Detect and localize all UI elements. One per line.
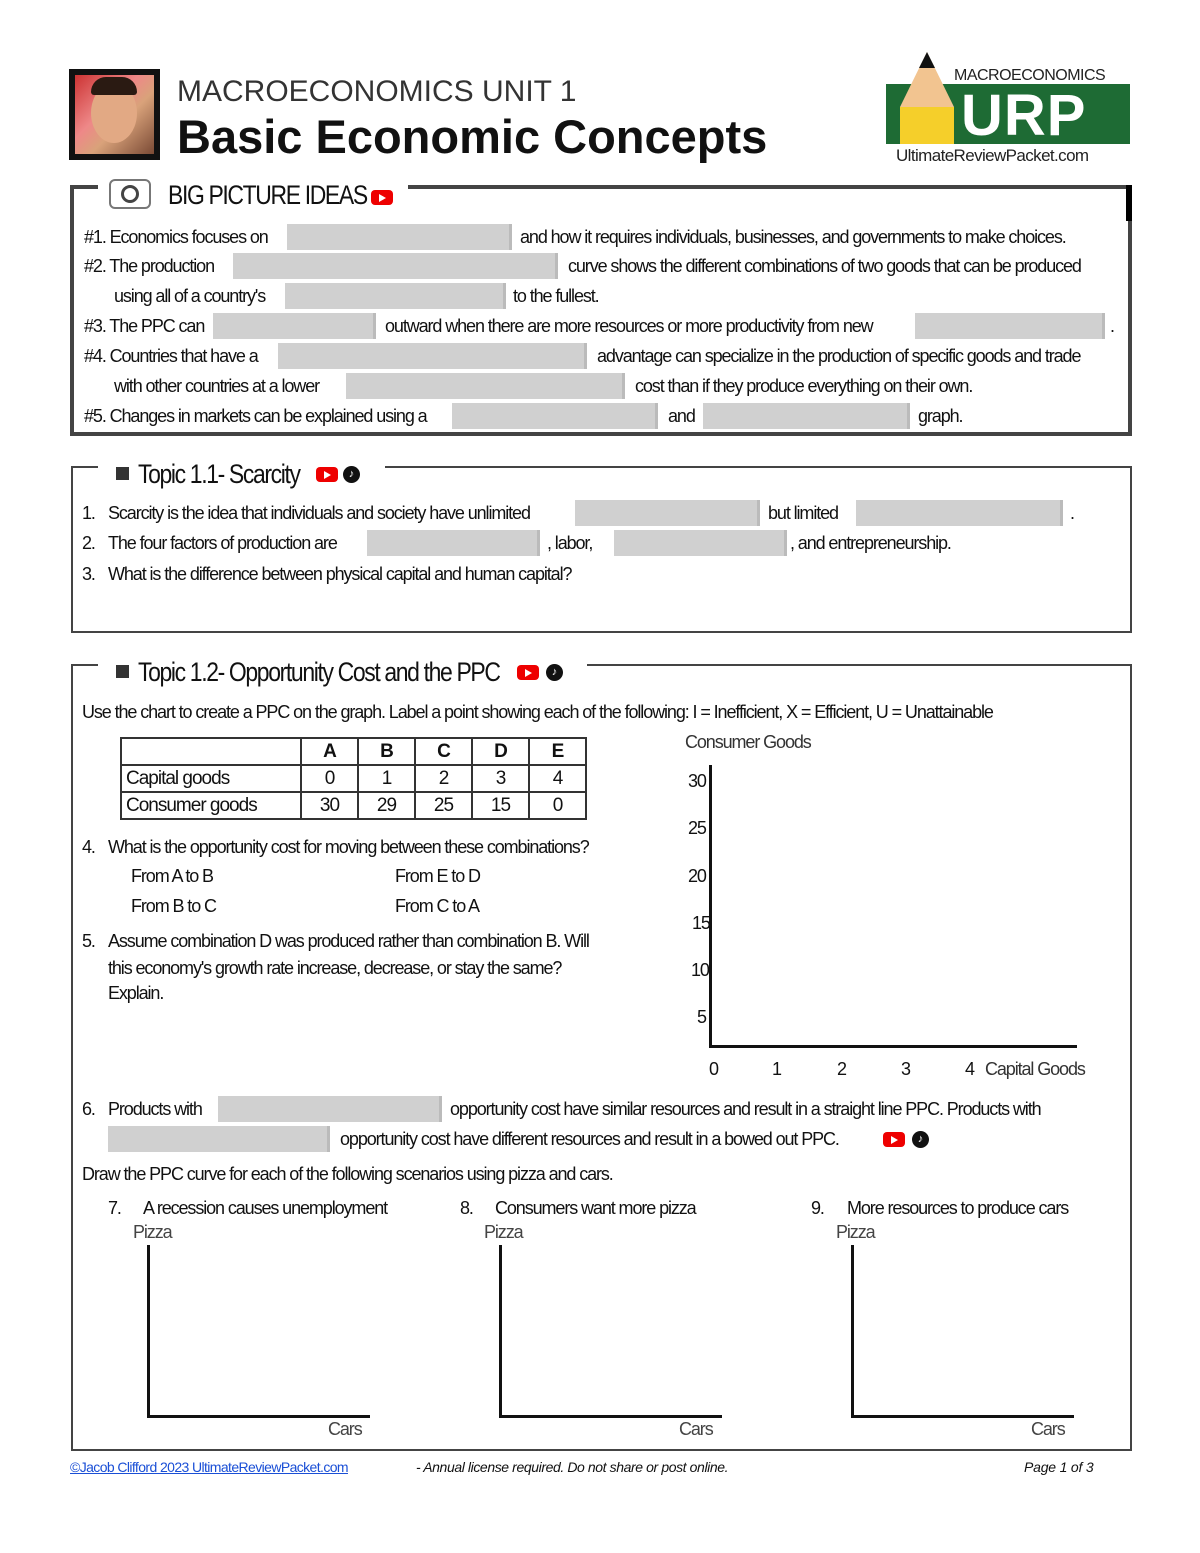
bpi-4-text: advantage can specialize in the production of specific goods and trade xyxy=(597,346,1081,366)
question-number: 6. xyxy=(82,1099,95,1119)
question-1-text: Scarcity is the idea that individuals and society have unlimited xyxy=(108,503,530,523)
bpi-2-text: curve shows the different combinations of two goods that can be produced xyxy=(568,256,1081,276)
question-5-text: Explain. xyxy=(108,983,164,1003)
cars-axis-label: Cars xyxy=(679,1419,713,1439)
blank-field[interactable] xyxy=(213,313,376,339)
blank-field[interactable] xyxy=(233,253,558,279)
graph-y-label: Consumer Goods xyxy=(685,732,811,752)
youtube-icon[interactable] xyxy=(517,665,539,680)
question-1-text: . xyxy=(1070,503,1074,523)
question-2-text: , and entrepreneurship. xyxy=(790,533,951,553)
pizza-axis-label: Pizza xyxy=(133,1222,172,1242)
table-cell: 2 xyxy=(415,765,472,792)
logo-top-text: MACROECONOMICS xyxy=(954,67,1106,84)
bpi-2-text: using all of a country's xyxy=(114,286,266,306)
footer-note: - Annual license required. Do not share or post online. xyxy=(416,1459,729,1475)
q4-a-to-b: From A to B xyxy=(131,866,213,886)
question-3-text: What is the difference between physical capital and human capital? xyxy=(108,564,572,584)
table-cell: 0 xyxy=(529,792,586,819)
table-cell: B xyxy=(358,738,415,765)
table-cell: 30 xyxy=(301,792,358,819)
q4-e-to-d: From E to D xyxy=(395,866,480,886)
logo-url-text: UltimateReviewPacket.com xyxy=(896,146,1089,165)
question-2-text: , labor, xyxy=(547,533,593,553)
bullet-icon xyxy=(116,665,129,678)
table-cell xyxy=(121,738,301,765)
question-number: 9. xyxy=(811,1198,824,1218)
x-tick-label: 0 xyxy=(709,1059,718,1079)
table-cell: A xyxy=(301,738,358,765)
y-axis xyxy=(851,1245,854,1418)
x-tick-label: 2 xyxy=(837,1059,846,1079)
blank-field[interactable] xyxy=(856,500,1063,526)
question-5-text: this economy's growth rate increase, decrease, or stay the same? xyxy=(108,958,562,978)
table-cell: D xyxy=(472,738,529,765)
urp-logo xyxy=(886,52,1131,167)
bpi-3-text: #3. The PPC can xyxy=(84,316,205,336)
question-number: 1. xyxy=(82,503,95,523)
x-tick-label: 1 xyxy=(772,1059,781,1079)
instructions-text: Use the chart to create a PPC on the graph. Label a point showing each of the following: I = Inefficient, X = Efficient, U = Unattainable xyxy=(82,702,993,722)
footer-link[interactable]: ©Jacob Clifford 2023 UltimateReviewPacket.com xyxy=(70,1459,348,1475)
cars-axis-label: Cars xyxy=(1031,1419,1065,1439)
bpi-4-text: with other countries at a lower xyxy=(114,376,320,396)
y-tick-label: 5 xyxy=(697,1007,706,1027)
author-photo xyxy=(69,69,160,160)
graph-y-axis xyxy=(709,765,712,1048)
table-cell: Consumer goods xyxy=(121,792,301,819)
question-4-text: What is the opportunity cost for moving between these combinations? xyxy=(108,837,589,857)
scenario-text: More resources to produce cars xyxy=(847,1198,1069,1218)
table-cell: C xyxy=(415,738,472,765)
tiktok-icon[interactable]: ♪ xyxy=(546,664,563,681)
cars-axis-label: Cars xyxy=(328,1419,362,1439)
bpi-5-text: and xyxy=(668,406,695,426)
blank-field[interactable] xyxy=(614,530,787,556)
pizza-axis-label: Pizza xyxy=(484,1222,523,1242)
youtube-icon[interactable] xyxy=(883,1132,905,1147)
bpi-1-text: and how it requires individuals, businesses, and governments to make choices. xyxy=(520,227,1066,247)
question-number: 8. xyxy=(460,1198,473,1218)
scenario-text: Consumers want more pizza xyxy=(495,1198,696,1218)
question-5-text: Assume combination D was produced rather than combination B. Will xyxy=(108,931,589,951)
ppc-table xyxy=(120,737,587,820)
question-6-text: Products with xyxy=(108,1099,202,1119)
blank-field[interactable] xyxy=(915,313,1105,339)
x-tick-label: 4 xyxy=(965,1059,974,1079)
blank-field[interactable] xyxy=(367,530,540,556)
question-number: 2. xyxy=(82,533,95,553)
question-number: 5. xyxy=(82,931,95,951)
question-1-text: but limited xyxy=(768,503,838,523)
bullet-icon xyxy=(116,467,129,480)
tiktok-icon[interactable]: ♪ xyxy=(912,1131,929,1148)
page-title: Basic Economic Concepts xyxy=(177,110,768,163)
bpi-2-text: #2. The production xyxy=(84,256,214,276)
page-number: Page 1 of 3 xyxy=(1024,1459,1094,1475)
blank-field[interactable] xyxy=(703,403,910,429)
camera-icon xyxy=(109,179,151,209)
question-number: 3. xyxy=(82,564,95,584)
table-cell: 0 xyxy=(301,765,358,792)
youtube-icon[interactable] xyxy=(316,467,338,482)
question-number: 7. xyxy=(108,1198,121,1218)
table-row xyxy=(121,792,586,819)
draw-instructions: Draw the PPC curve for each of the following scenarios using pizza and cars. xyxy=(82,1164,613,1184)
bpi-2-text: to the fullest. xyxy=(513,286,599,306)
question-6-text: opportunity cost have different resources and result in a bowed out PPC. xyxy=(340,1129,839,1149)
bpi-3-text: outward when there are more resources or more productivity from new xyxy=(385,316,873,336)
blank-field[interactable] xyxy=(346,373,625,399)
question-6-text: opportunity cost have similar resources and result in a straight line PPC. Products with xyxy=(450,1099,1041,1119)
y-tick-label: 30 xyxy=(688,771,706,791)
table-cell: 25 xyxy=(415,792,472,819)
table-row xyxy=(121,765,586,792)
big-picture-title: BIG PICTURE IDEAS xyxy=(168,180,367,210)
graph-x-axis xyxy=(709,1045,1077,1048)
blank-field[interactable] xyxy=(452,403,658,429)
bpi-4-text: #4. Countries that have a xyxy=(84,346,258,366)
blank-field[interactable] xyxy=(108,1126,330,1152)
bpi-3-text: . xyxy=(1110,316,1114,336)
bpi-1-text: #1. Economics focuses on xyxy=(84,227,268,247)
y-tick-label: 15 xyxy=(692,913,710,933)
blank-field[interactable] xyxy=(287,224,512,250)
table-cell: Capital goods xyxy=(121,765,301,792)
table-cell: 1 xyxy=(358,765,415,792)
logo-main-text: URP xyxy=(961,83,1087,148)
bpi-5-text: #5. Changes in markets can be explained using a xyxy=(84,406,427,426)
y-axis xyxy=(147,1245,150,1418)
blank-field[interactable] xyxy=(575,500,760,526)
blank-field[interactable] xyxy=(285,283,506,309)
unit-label: MACROECONOMICS UNIT 1 xyxy=(177,75,577,108)
y-tick-label: 20 xyxy=(688,866,706,886)
q4-c-to-a: From C to A xyxy=(395,896,479,916)
question-2-text: The four factors of production are xyxy=(108,533,337,553)
bpi-5-text: graph. xyxy=(918,406,963,426)
question-number: 4. xyxy=(82,837,95,857)
bpi-4-text: cost than if they produce everything on their own. xyxy=(635,376,973,396)
topic-1-2-title: Topic 1.2- Opportunity Cost and the PPC xyxy=(138,657,500,687)
table-cell: 15 xyxy=(472,792,529,819)
table-cell: 4 xyxy=(529,765,586,792)
scenario-text: A recession causes unemployment xyxy=(143,1198,388,1218)
tiktok-icon[interactable]: ♪ xyxy=(343,466,360,483)
blank-field[interactable] xyxy=(278,343,587,369)
y-axis xyxy=(499,1245,502,1418)
youtube-icon[interactable] xyxy=(371,190,393,205)
table-cell: 29 xyxy=(358,792,415,819)
blank-field[interactable] xyxy=(218,1096,442,1122)
x-tick-label: 3 xyxy=(901,1059,910,1079)
y-tick-label: 25 xyxy=(688,818,706,838)
graph-x-label: Capital Goods xyxy=(985,1059,1085,1079)
table-header-row xyxy=(121,738,586,765)
table-cell: 3 xyxy=(472,765,529,792)
q4-b-to-c: From B to C xyxy=(131,896,216,916)
topic-1-1-title: Topic 1.1- Scarcity xyxy=(138,459,300,489)
pizza-axis-label: Pizza xyxy=(836,1222,875,1242)
table-cell: E xyxy=(529,738,586,765)
y-tick-label: 10 xyxy=(691,960,709,980)
